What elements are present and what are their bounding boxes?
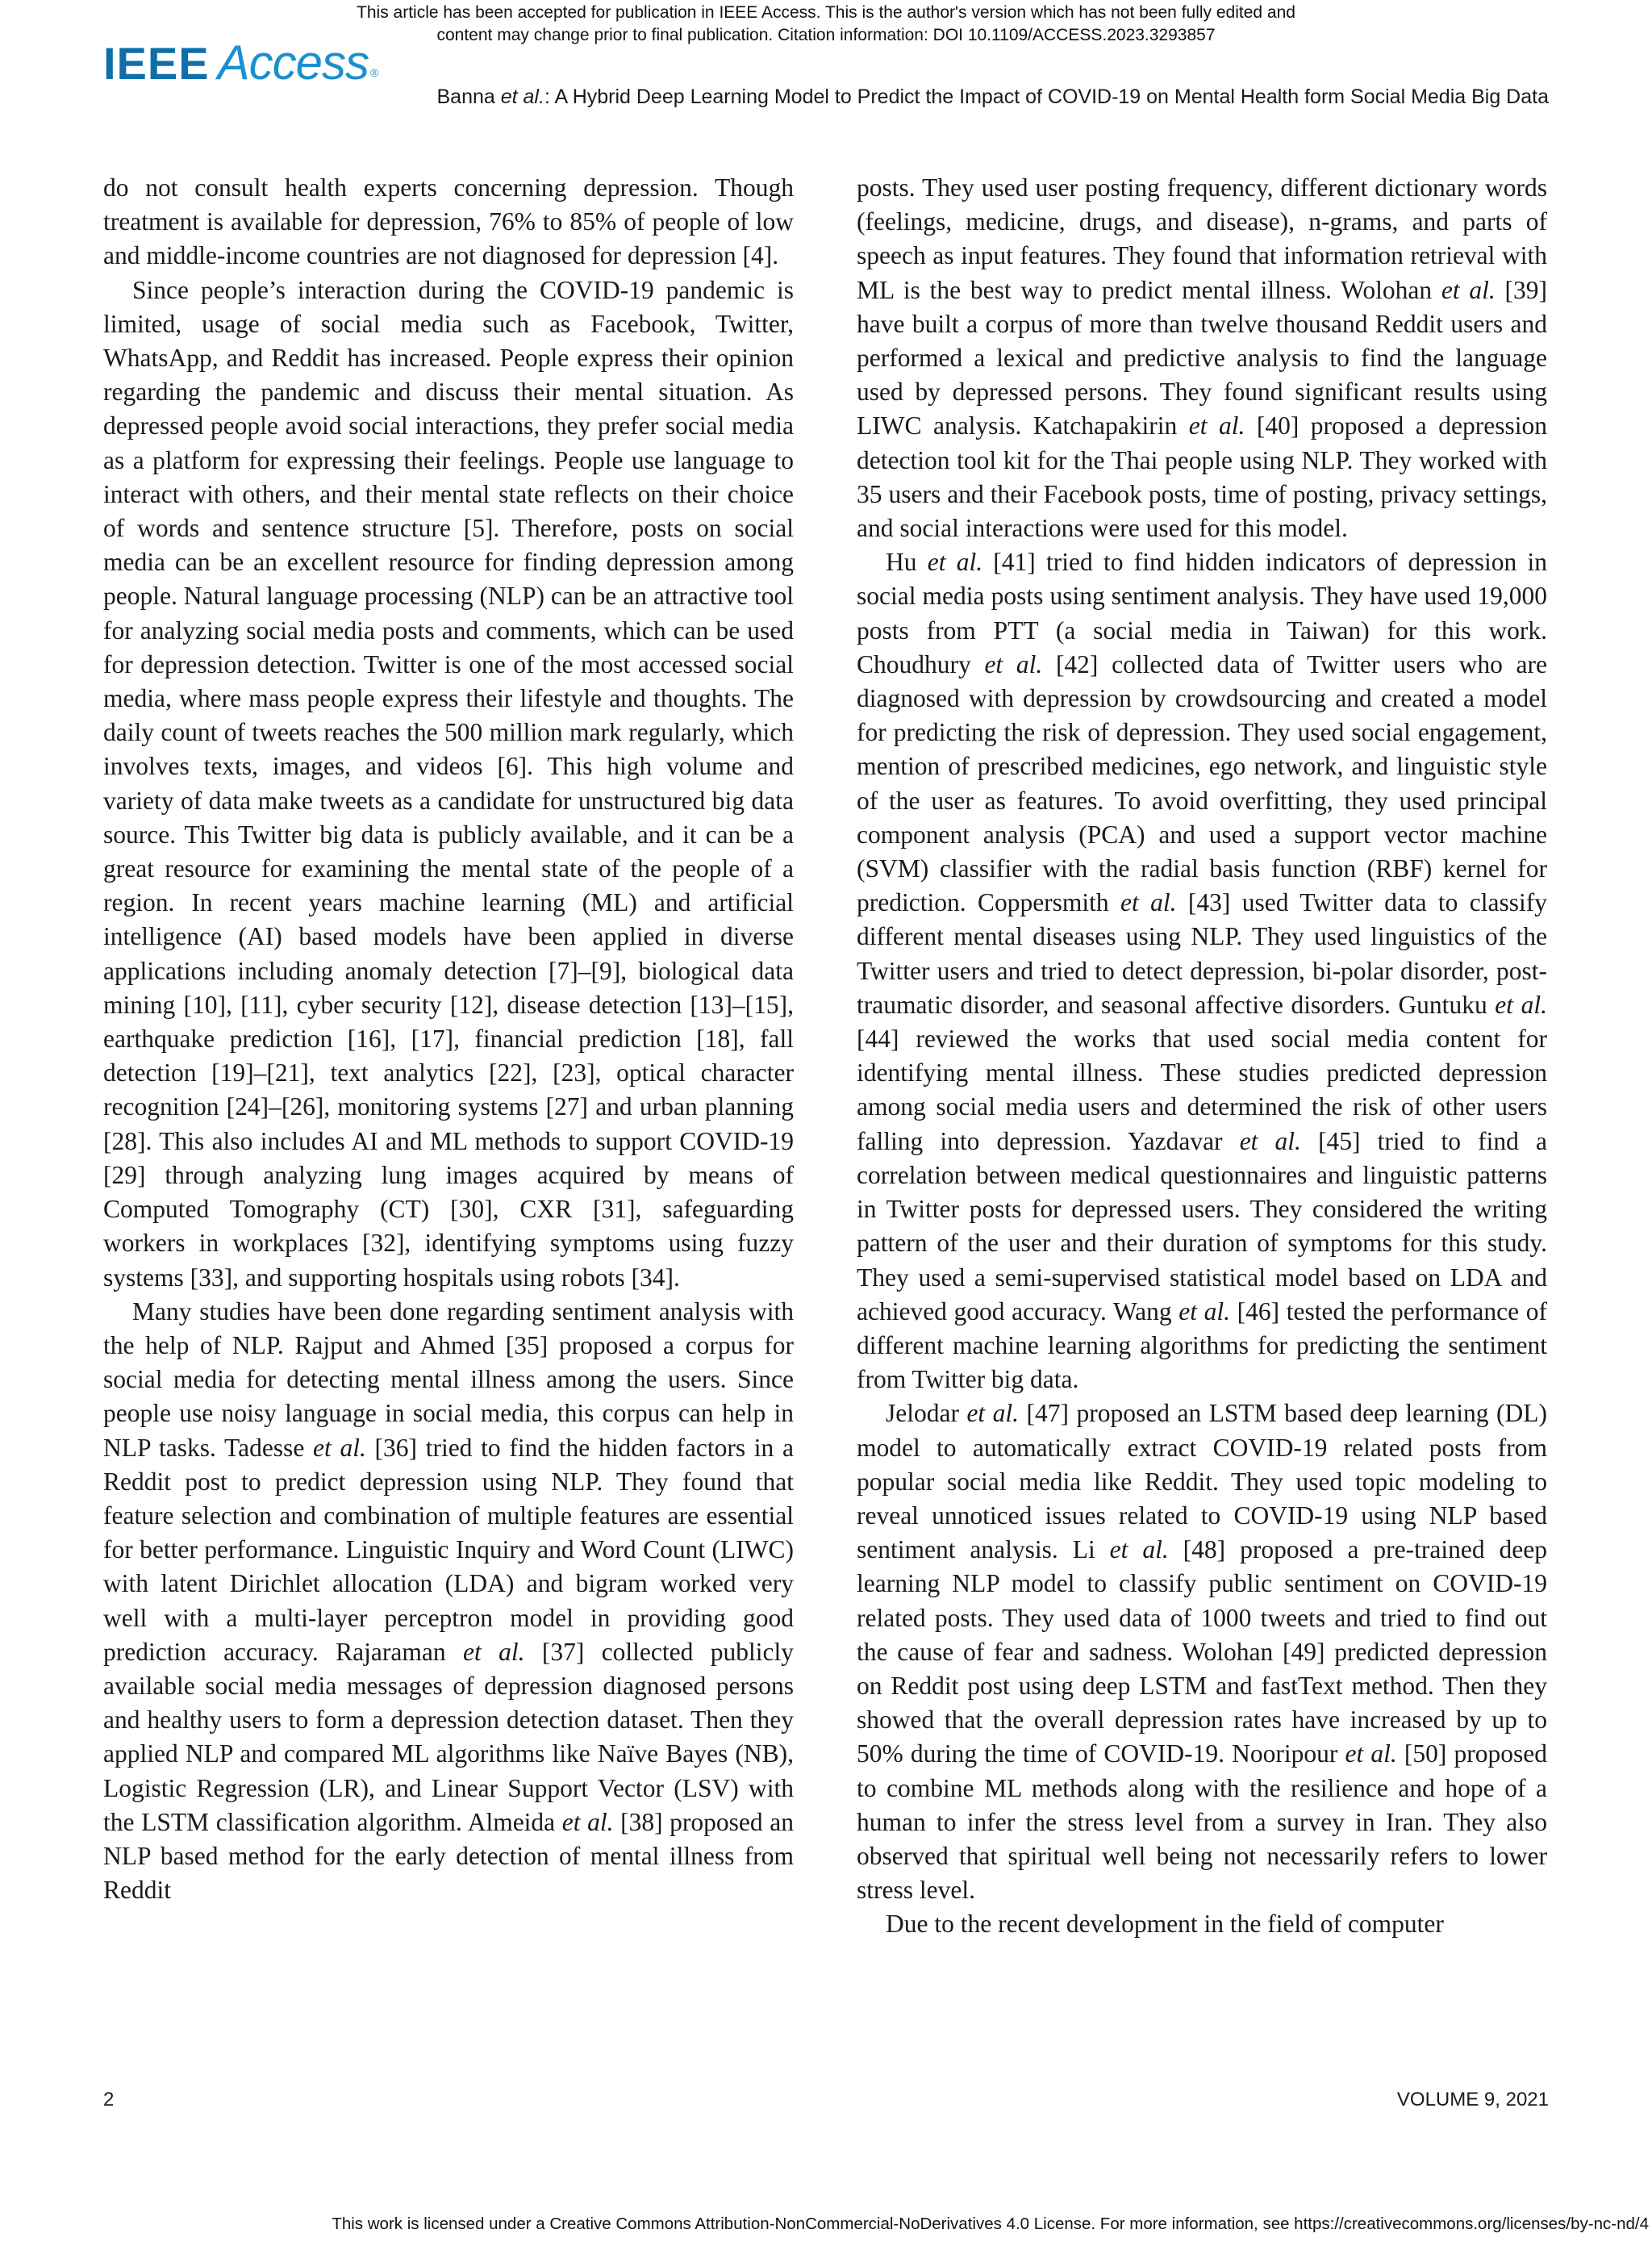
right-column <box>857 171 1547 1942</box>
etal: et al. <box>966 1399 1020 1428</box>
running-head-title: : A Hybrid Deep Learning Model to Predict the Impact of COVID-19 on Mental Health form Social Media Big Data <box>544 86 1549 108</box>
running-head-etal: et al. <box>500 86 544 108</box>
running-head-author: Banna <box>436 86 501 108</box>
etal: et al. <box>1109 1535 1169 1564</box>
publication-notice-line-1: This article has been accepted for publication in IEEE Access. This is the author's version which has not been fully edited and <box>357 3 1295 22</box>
paragraph: do not consult health experts concerning depression. Though treatment is available for depression, 76% to 85% of people of low and middle-income countries are not diagnosed for depression [4]. <box>103 173 794 270</box>
ieee-access-logo <box>103 37 378 89</box>
paragraph: posts. They used user posting frequency, different dictionary words (feelings, medicine, drugs, and disease), n-grams, and parts of speech as input features. They found that information retrieval with ML is the best way to predict mental illness. Wolohan et al. [39] have built a corpus of more than twelve thousand Reddit users and performed a lexical and predictive analysis to find the language used by depressed persons. They found significant results using LIWC analysis. Katchapakirin et al. [40] proposed a depression detection tool kit for the Thai people using NLP. They worked with 35 users and their Facebook posts, time of posting, privacy settings, and social interactions were used for this model. <box>857 173 1547 543</box>
running-head <box>436 84 1549 110</box>
etal: et al. <box>313 1433 366 1462</box>
etal: et al. <box>1120 888 1177 917</box>
page-number: 2 <box>103 2089 115 2110</box>
license-notice: This work is licensed under a Creative Commons Attribution-NonCommercial-NoDerivatives 4.0 License. For more information, see https://creativecommons.org/licenses/by-nc-nd/4 <box>332 2215 1649 2233</box>
etal: et al. <box>1188 411 1245 440</box>
etal: et al. <box>1345 1739 1397 1768</box>
logo-ieee-text: IEEE <box>103 38 210 89</box>
etal: et al. <box>984 649 1043 678</box>
publication-notice-line-2: content may change prior to final publication. Citation information: DOI 10.1109/ACCESS.2023.3293857 <box>436 26 1216 44</box>
volume-label: VOLUME 9, 2021 <box>1396 2089 1549 2110</box>
etal: et al. <box>927 548 983 577</box>
paragraph: Since people’s interaction during the COVID-19 pandemic is limited, usage of social media such as Facebook, Twitter, WhatsApp, and Reddit has increased. People express their opinion regarding the pandemic and discuss their mental situation. As depressed people avoid social interactions, they prefer social media as a platform for expressing their feelings. People use language to interact with others, and their mental state reflects on their choice of words and sentence structure [5]. Therefore, posts on social media can be an excellent resource for finding depression among people. Natural language processing (NLP) can be an attractive tool for analyzing social media posts and comments, which can be used for depression detection. Twitter is one of the most accessed social media, where mass people express their lifestyle and thoughts. The daily count of tweets reaches the 500 million mark regularly, which involves texts, images, and videos [6]. This high volume and variety of data make tweets as a candidate for unstructured big data source. This Twitter big data is publicly available, and it can be a great resource for examining the mental state of the people of a region. In recent years machine learning (ML) and artificial intelligence (AI) based models have been applied in diverse applications including anomaly detection [7]–[9], biological data mining [10], [11], cyber security [12], disease detection [13]–[15], earthquake prediction [16], [17], financial prediction [18], fall detection [19]–[21], text analytics [22], [23], optical character recognition [24]–[26], monitoring systems [27] and urban planning [28]. This also includes AI and ML methods to support COVID-19 [29] through analyzing lung images acquired by means of Computed Tomography (CT) [30], CXR [31], safeguarding workers in workplaces [32], identifying symptoms using fuzzy systems [33], and supporting hospitals using robots [34]. <box>103 275 794 1292</box>
etal: et al. <box>1239 1126 1301 1155</box>
paragraph: Hu et al. [41] tried to find hidden indicators of depression in social media posts using sentiment analysis. They have used 19,000 posts from PTT (a social media in Taiwan) for this work. Choudhury et al. [42] collected data of Twitter users who are diagnosed with depression by crowdsourcing and created a model for predicting the risk of depression. They used social engagement, mention of prescribed medicines, ego network, and linguistic style of the user as features. To avoid overfitting, they used principal component analysis (PCA) and used a support vector machine (SVM) classifier with the radial basis function (RBF) kernel for prediction. Coppersmith et al. [43] used Twitter data to classify different mental diseases using NLP. They used linguistics of the Twitter users and tried to detect depression, bi-polar disorder, post-traumatic disorder, and seasonal affective disorders. Guntuku et al. [44] reviewed the works that used social media content for identifying mental illness. These studies predicted depression among social media users and determined the risk of other users falling into depression. Yazdavar et al. [45] tried to find a correlation between medical questionnaires and linguistic patterns in Twitter posts for depressed users. They considered the writing pattern of the user and their duration of symptoms for this study. They used a semi-supervised statistical model based on LDA and achieved good accuracy. Wang et al. [46] tested the performance of different machine learning algorithms for predicting the sentiment from Twitter big data. <box>857 548 1547 1394</box>
paragraph: Many studies have been done regarding sentiment analysis with the help of NLP. Rajput and Ahmed [35] proposed a corpus for social media for detecting mental illness among the users. Since people use noisy language in social media, this corpus can help in NLP tasks. Tadesse et al. [36] tried to find the hidden factors in a Reddit post to predict depression using NLP. They found that feature selection and combination of multiple features are essential for better performance. Linguistic Inquiry and Word Count (LIWC) with latent Dirichlet allocation (LDA) and bigram worked very well with a multi-layer perceptron model in providing good prediction accuracy. Rajaraman et al. [37] collected publicly available social media messages of depression diagnosed persons and healthy users to form a depression detection dataset. Then they applied NLP and compared ML algorithms like Naïve Bayes (NB), Logistic Regression (LR), and Linear Support Vector (LSV) with the LSTM classification algorithm. Almeida et al. [38] proposed an NLP based method for the early detection of mental illness from Reddit <box>103 1296 794 1905</box>
logo-access-text: Access <box>217 35 369 90</box>
etal: et al. <box>1441 275 1496 304</box>
etal: et al. <box>1495 990 1547 1019</box>
etal: et al. <box>462 1637 525 1666</box>
paragraph: Due to the recent development in the field of computer <box>886 1910 1444 1939</box>
left-column <box>103 171 794 1907</box>
logo-trademark: ® <box>370 66 379 79</box>
etal: et al. <box>561 1807 614 1836</box>
etal: et al. <box>1179 1296 1231 1325</box>
paragraph: Jelodar et al. [47] proposed an LSTM based deep learning (DL) model to automatically extract COVID-19 related posts from popular social media like Reddit. They used topic modeling to reveal unnoticed issues related to COVID-19 using NLP based sentiment analysis. Li et al. [48] proposed a pre-trained deep learning NLP model to classify public sentiment on COVID-19 related posts. They used data of 1000 tweets and tried to find out the cause of fear and sadness. Wolohan [49] predicted depression on Reddit post using deep LSTM and fastText method. Then they showed that the overall depression rates have increased by up to 50% during the time of COVID-19. Nooripour et al. [50] proposed to combine ML methods along with the resilience and hope of a human to infer the stress level from a survey in Iran. They also observed that spiritual well being not necessarily refers to lower stress level. <box>857 1399 1547 1905</box>
